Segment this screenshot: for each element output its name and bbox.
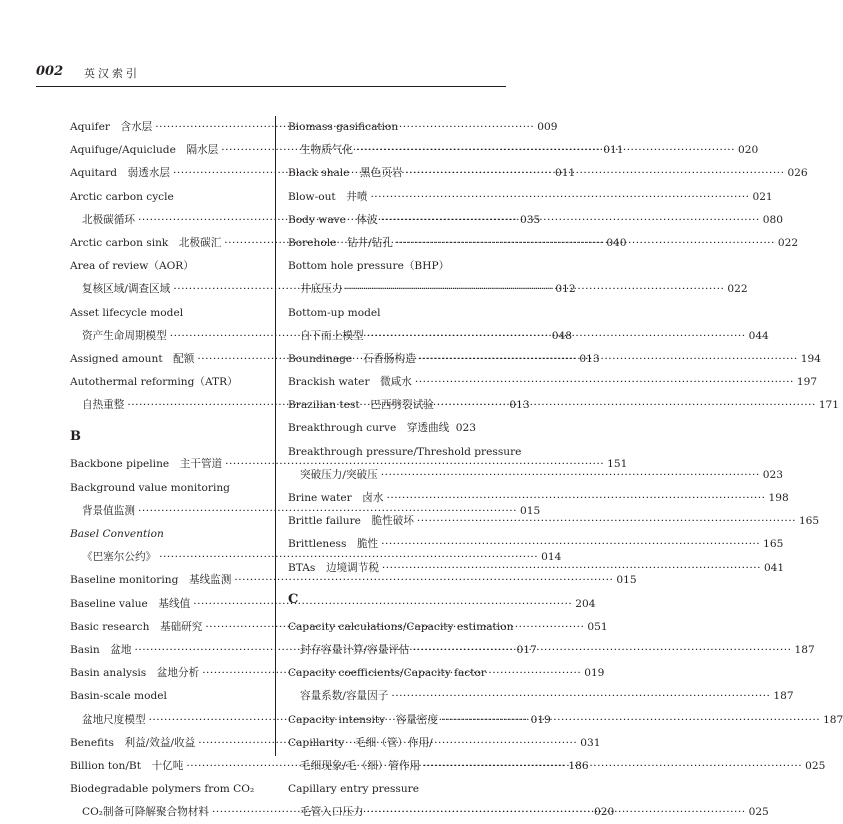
entry-term: Billion ton/Bt 十亿吨	[70, 759, 184, 772]
entry-term: Arctic carbon cycle	[70, 190, 174, 203]
entry-term: 资产生命周期模型	[82, 329, 167, 342]
page-ref: 080	[762, 213, 783, 226]
header-rule	[36, 86, 506, 87]
entry-term: Capillary entry pressure	[288, 783, 420, 796]
page-ref: 014	[541, 551, 562, 564]
page-ref: 171	[818, 399, 840, 412]
page-ref: 023	[455, 422, 476, 435]
entry-term: 自下而上模型	[300, 329, 364, 342]
entry-term: Borehole 钻井/钻孔	[288, 236, 393, 249]
page-ref: 023	[762, 468, 783, 481]
entry-term: CO₂制备可降解聚合物材料	[82, 806, 209, 819]
index-term	[288, 441, 522, 464]
index-term	[70, 477, 260, 500]
entry-term: Brine water 卤水	[288, 492, 384, 504]
entry-term: Black shale 黑色页岩	[288, 167, 403, 180]
index-term	[70, 371, 260, 394]
entry-term: Brittleness 脆性	[288, 538, 379, 551]
index-entry	[288, 487, 789, 510]
entry-term: Arctic carbon sink 北极碳汇	[70, 236, 222, 249]
leader-dots	[381, 533, 760, 556]
entry-term: Capacity intensity 容量密度	[288, 713, 439, 726]
index-term	[70, 523, 260, 546]
entry-term: 井底压力	[300, 283, 343, 296]
leader-dots	[452, 417, 453, 440]
section-letter: C	[288, 591, 299, 607]
page-ref: 012	[555, 283, 576, 296]
leader-dots	[415, 371, 794, 394]
entry-term: 《巴塞尔公约》	[82, 551, 157, 564]
entry-term: Baseline value 基线值	[70, 597, 191, 610]
section-letter: B	[70, 429, 81, 445]
index-entry	[288, 186, 773, 209]
page-ref: 026	[787, 167, 808, 180]
index-term	[70, 255, 260, 278]
entry-term: 复核区域/调查区域	[82, 283, 171, 296]
page-ref: 044	[748, 329, 769, 342]
page-ref: 011	[603, 144, 624, 157]
index-entry	[288, 533, 784, 556]
page-ref: 198	[768, 492, 789, 504]
entry-term: Brittle failure 脆性破坏	[288, 515, 414, 528]
index-term	[288, 732, 476, 755]
index-entry	[288, 371, 818, 394]
index-term	[70, 685, 260, 708]
page-header	[36, 64, 508, 82]
index-entry	[70, 593, 596, 616]
entry-term: 北极碳循环	[82, 213, 135, 226]
index-entry	[288, 685, 794, 708]
entry-term: Capacity coefficients/Capacity factor	[288, 667, 486, 680]
page-ref: 187	[823, 713, 843, 726]
leader-dots	[356, 139, 735, 162]
index-term	[70, 186, 260, 209]
entry-term: Brazilian test 巴西劈裂试验	[288, 399, 434, 412]
leader-dots	[381, 464, 760, 487]
page-ref: 197	[796, 376, 818, 389]
leader-dots	[381, 209, 760, 232]
page-ref: 019	[530, 713, 551, 726]
entry-term: Aquifer 含水层	[70, 121, 153, 133]
page-number: 002	[36, 64, 64, 79]
entry-term: 容量系数/容量因子	[300, 690, 389, 703]
entry-term: Blow-out 井喷	[288, 190, 368, 203]
entry-term: Bottom hole pressure（BHP）	[288, 260, 450, 273]
entry-term: Breakthrough curve 穿透曲线	[288, 422, 450, 435]
entry-term: Biodegradable polymers from CO₂	[70, 783, 255, 796]
entry-term: Capacity calculations/Capacity estimation	[288, 620, 514, 633]
page-ref: 194	[800, 352, 821, 365]
entry-term: Autothermal reforming（ATR）	[70, 376, 238, 389]
entry-term: Capillarity 毛细（管）作用/	[288, 736, 433, 749]
entry-term: Basin-scale model	[70, 690, 167, 703]
entry-term: Area of review（AOR）	[70, 260, 194, 273]
index-term	[288, 255, 476, 278]
page-ref: 051	[587, 620, 608, 633]
page-ref: 041	[763, 561, 785, 574]
index-term	[288, 116, 476, 139]
entry-term: Body wave 体波	[288, 213, 378, 226]
page-ref: 187	[773, 690, 794, 703]
entry-term: Basic research 基础研究	[70, 620, 203, 633]
page-ref: 015	[616, 574, 637, 587]
page-ref: 013	[509, 399, 530, 412]
page-ref: 013	[579, 352, 600, 365]
page-ref: 020	[594, 806, 615, 819]
entry-term: Basin analysis 盆地分析	[70, 667, 200, 680]
leader-dots	[396, 232, 775, 255]
index-entry	[70, 569, 637, 592]
index-term	[288, 662, 486, 685]
page-ref: 009	[537, 121, 558, 133]
entry-term: Basel Convention	[70, 528, 164, 540]
leader-dots	[367, 801, 746, 824]
leader-dots	[413, 639, 792, 662]
leader-dots	[382, 557, 761, 580]
page-ref: 151	[607, 458, 628, 471]
entry-term: 盆地尺度模型	[82, 713, 146, 726]
page-ref: 017	[516, 643, 537, 656]
page-ref: 048	[551, 329, 572, 342]
column-divider	[275, 116, 276, 756]
page-ref: 011	[555, 167, 576, 180]
entry-term: Background value monitoring	[70, 481, 230, 494]
entry-term: 毛细现象/毛（细）管作用	[300, 759, 421, 772]
entry-term: Baseline monitoring 基线监测	[70, 574, 232, 587]
page-ref: 204	[575, 597, 596, 610]
running-title: 英汉索引	[84, 67, 140, 80]
entry-term: Assigned amount 配额	[70, 352, 195, 365]
index-term	[288, 778, 476, 801]
leader-dots	[370, 186, 749, 209]
page-ref: 186	[568, 759, 589, 772]
index-term	[288, 616, 514, 639]
page-ref: 019	[584, 667, 605, 680]
page-ref: 025	[748, 806, 769, 819]
leader-dots	[405, 162, 784, 185]
entry-term: Bottom-up model	[288, 306, 381, 319]
page-ref: 187	[794, 643, 815, 656]
page-ref: 165	[763, 538, 784, 551]
page-ref: 035	[519, 213, 541, 226]
leader-dots	[391, 685, 770, 708]
entry-term: 封存容量计算/容量评估	[300, 643, 410, 656]
entry-term: Aquitard 弱透水层	[70, 167, 171, 180]
entry-term: 突破压力/突破压	[300, 468, 378, 481]
entry-term: 生物质气化	[300, 144, 353, 157]
page-ref: 021	[752, 190, 773, 203]
index-term	[70, 302, 260, 325]
leader-dots	[367, 325, 746, 348]
page-ref: 025	[805, 759, 826, 772]
index-term	[288, 302, 476, 325]
index-term	[70, 778, 260, 801]
entry-term: Biomass gasification	[288, 121, 399, 133]
page-ref: 031	[580, 736, 601, 749]
entry-term: Brackish water 微咸水	[288, 376, 412, 389]
entry-term: Benefits 利益/效益/收益	[70, 736, 196, 749]
entry-term: BTAs 边境调节税	[288, 561, 379, 574]
entry-term: Boundinage 石香肠构造	[288, 352, 416, 365]
entry-term: Asset lifecycle model	[70, 306, 184, 319]
entry-term: 自热重整	[82, 399, 125, 412]
leader-dots	[345, 278, 724, 301]
entry-term: Backbone pipeline 主干管道	[70, 458, 223, 471]
leader-dots	[417, 510, 796, 533]
entry-term: Breakthrough pressure/Threshold pressure	[288, 445, 522, 458]
page-ref: 020	[737, 144, 759, 157]
page-ref: 022	[727, 283, 748, 296]
leader-dots	[441, 709, 820, 732]
leader-dots	[437, 394, 816, 417]
entry-term: Aquifuge/Aquiclude 隔水层	[70, 144, 219, 157]
leader-dots	[423, 755, 802, 778]
page-ref: 015	[519, 504, 541, 517]
page-ref: 040	[606, 236, 627, 249]
leader-dots	[419, 348, 798, 371]
leader-dots	[386, 487, 765, 510]
entry-term: 毛管入口压力	[300, 806, 364, 819]
index-entry	[288, 417, 476, 440]
entry-term: Basin 盆地	[70, 643, 132, 656]
page-ref: 165	[798, 515, 820, 528]
page-ref: 022	[777, 236, 799, 249]
entry-term: 背景值监测	[82, 504, 135, 517]
